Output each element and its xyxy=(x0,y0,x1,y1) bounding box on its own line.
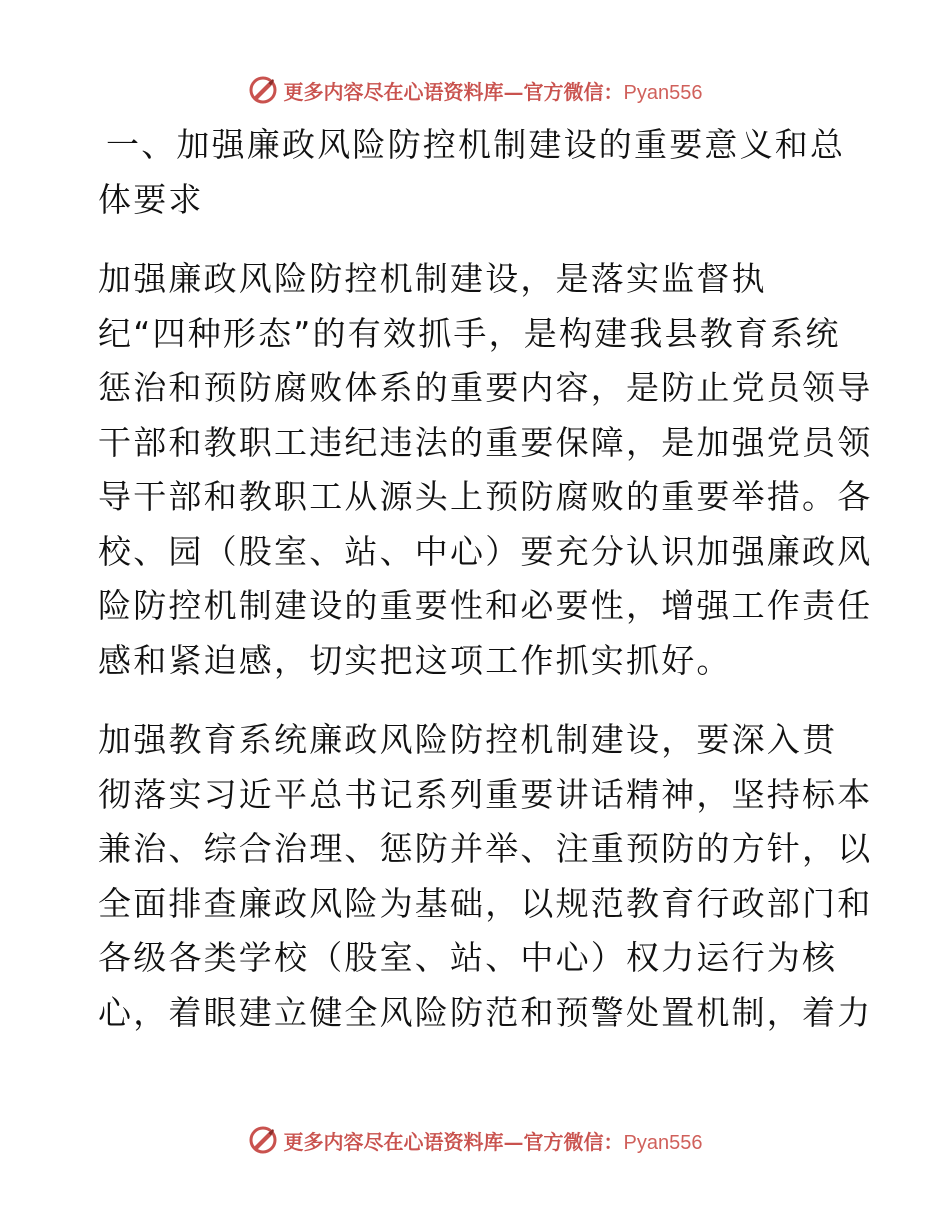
watermark-dash: — xyxy=(503,1129,524,1154)
paragraph xyxy=(98,713,873,1040)
paragraph-line: 心，着眼建立健全风险防范和预警处置机制，着力 xyxy=(98,992,873,1032)
paragraph-line: 校、园（股室、站、中心）要充分认识加强廉政风 xyxy=(98,531,873,571)
paragraph-line: 加强廉政风险防控机制建设，是落实监督执 xyxy=(98,259,767,298)
watermark-contact-id: Pyan556 xyxy=(623,81,703,104)
watermark-banner-bottom xyxy=(0,1120,950,1160)
watermark-text xyxy=(284,76,703,105)
pen-logo-icon xyxy=(248,75,278,105)
paragraph-line: 全面排查廉政风险为基础，以规范教育行政部门和 xyxy=(98,883,873,923)
paragraph-line: 彻落实习近平总书记系列重要讲话精神，坚持标本 xyxy=(98,774,873,814)
watermark-banner-top xyxy=(0,70,950,110)
heading-line: 体要求 xyxy=(98,179,204,219)
heading-line: 一、加强廉政风险防控机制建设的重要意义和总 xyxy=(106,125,846,164)
paragraph xyxy=(98,252,873,688)
paragraph-line: 干部和教职工违纪违法的重要保障，是加强党员领 xyxy=(98,422,873,462)
paragraph-line: 险防控机制建设的重要性和必要性，增强工作责任 xyxy=(98,586,873,625)
watermark-site: 更多内容尽在心语资料库 xyxy=(283,79,504,104)
section-heading xyxy=(98,118,858,227)
document-body xyxy=(98,118,873,1040)
watermark-site: 更多内容尽在心语资料库 xyxy=(283,1129,504,1154)
paragraph-line: 感和紧迫感，切实把这项工作抓实抓好。 xyxy=(98,640,732,680)
watermark-dash: — xyxy=(503,79,524,104)
paragraph-line: 纪“四种形态”的有效抓手，是构建我县教育系统 xyxy=(98,313,841,353)
pen-logo-icon xyxy=(248,1125,278,1155)
paragraph-line: 导干部和教职工从源头上预防腐败的重要举措。各 xyxy=(98,477,873,516)
watermark-contact-label: 官方微信： xyxy=(523,79,624,104)
paragraph-line: 兼治、综合治理、惩防并举、注重预防的方针，以 xyxy=(98,829,873,868)
paragraph-line: 惩治和预防腐败体系的重要内容，是防止党员领导 xyxy=(98,368,873,407)
paragraph-line: 加强教育系统廉政风险防控机制建设，要深入贯 xyxy=(98,720,838,759)
paragraph-line: 各级各类学校（股室、站、中心）权力运行为核 xyxy=(98,938,838,977)
watermark-contact-label: 官方微信： xyxy=(523,1129,624,1154)
watermark-text xyxy=(284,1126,703,1155)
watermark-contact-id: Pyan556 xyxy=(623,1131,703,1154)
